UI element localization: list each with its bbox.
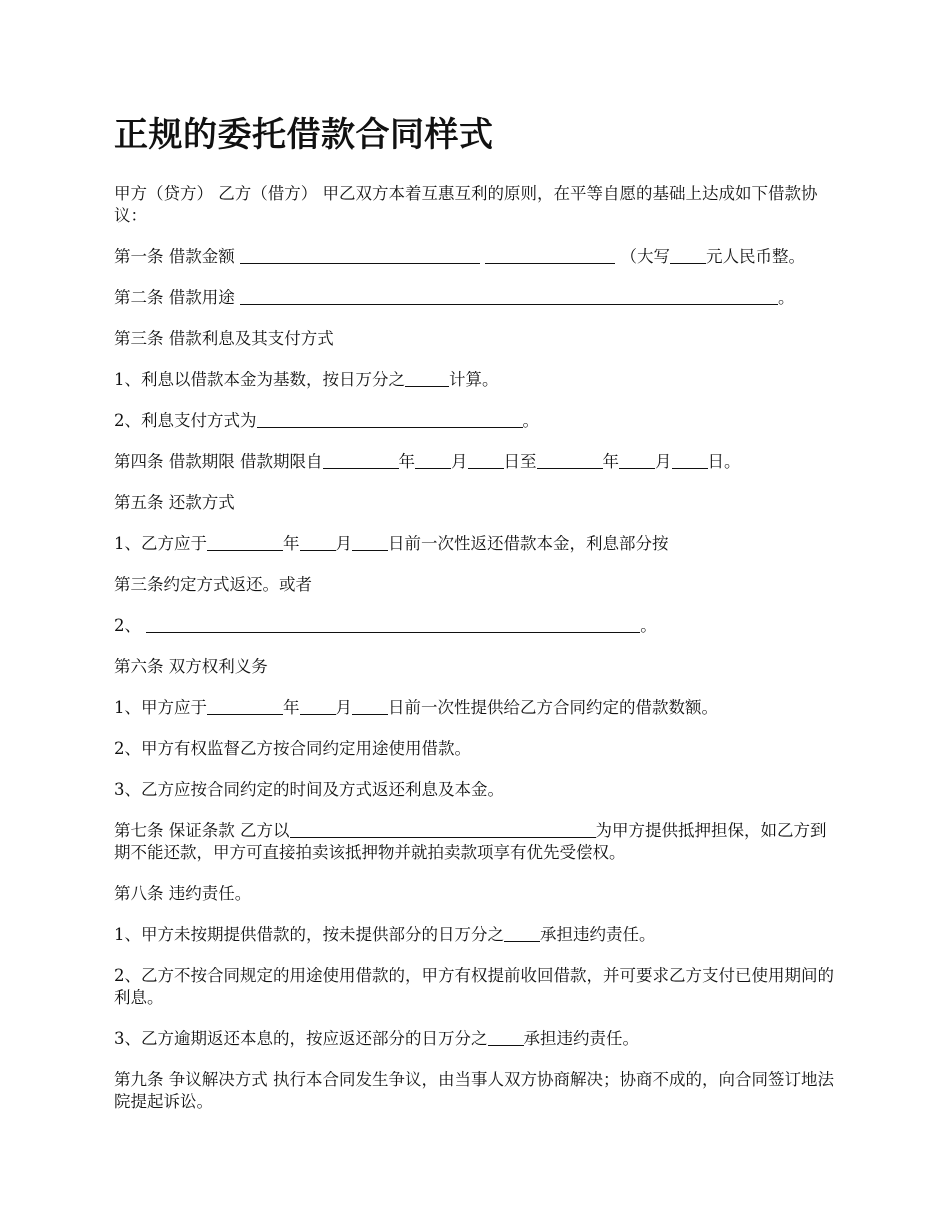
payment-method-blank (257, 411, 523, 428)
article-3-item-2: 2、利息支付方式为 。 (114, 411, 539, 430)
amount-blank-2 (485, 247, 615, 264)
article-8-item-1: 1、甲方未按期提供借款的，按未提供部分的日万分之 承担违约责任。 (114, 925, 656, 944)
article-6-item-2: 2、甲方有权监督乙方按合同约定用途使用借款。 (114, 739, 471, 758)
article-2-purpose: 第二条 借款用途 。 (114, 288, 795, 307)
document-title: 正规的委托借款合同样式 (114, 115, 494, 155)
article-8-item-3: 3、乙方逾期返还本息的，按应返还部分的日万分之 承担违约责任。 (114, 1029, 639, 1048)
article-4-term: 第四条 借款期限 借款期限自 年 月 日至 年 月 日。 (114, 452, 741, 471)
article-6-item-1: 1、甲方应于 年 月 日前一次性提供给乙方合同约定的借款数额。 (114, 698, 718, 717)
interest-rate-blank (405, 370, 449, 387)
intro-paragraph: 甲方（贷方） 乙方（借方） 甲乙双方本着互惠互利的原则，在平等自愿的基础上达成如下借款协议： (114, 184, 818, 225)
article-6-title: 第六条 双方权利义务 (114, 657, 268, 676)
article-8-item-2: 2、乙方不按合同规定的用途使用借款的，甲方有权提前收回借款，并可要求乙方支付已使用期间的利息。 (114, 966, 834, 1007)
amount-words-blank (670, 247, 706, 264)
article-5-item-2: 2、 。 (114, 616, 657, 635)
article-8-title: 第八条 违约责任。 (114, 884, 252, 903)
article-9-dispute: 第九条 争议解决方式 执行本合同发生争议，由当事人双方协商解决；协商不成的，向合同签订地法院提起诉讼。 (114, 1070, 834, 1111)
collateral-blank (290, 821, 596, 838)
article-5-title: 第五条 还款方式 (114, 493, 235, 512)
article-1-amount: 第一条 借款金额 （大写 元人民币整。 (114, 247, 805, 266)
article-3-title: 第三条 借款利息及其支付方式 (114, 329, 334, 348)
article-3-item-1: 1、利息以借款本金为基数，按日万分之 计算。 (114, 370, 499, 389)
article-7-guarantee: 第七条 保证条款 乙方以 为甲方提供抵押担保，如乙方到期不能还款，甲方可直接拍卖该抵押物并就拍卖款项享有优先受偿权。 (114, 821, 827, 862)
repayment-alt-blank (146, 616, 640, 633)
article-5-continuation: 第三条约定方式返还。或者 (114, 575, 312, 594)
purpose-blank (240, 288, 778, 305)
article-5-item-1: 1、乙方应于 年 月 日前一次性返还借款本金，利息部分按 (114, 534, 669, 553)
article-6-item-3: 3、乙方应按合同约定的时间及方式返还利息及本金。 (114, 780, 504, 799)
amount-blank (240, 247, 480, 264)
